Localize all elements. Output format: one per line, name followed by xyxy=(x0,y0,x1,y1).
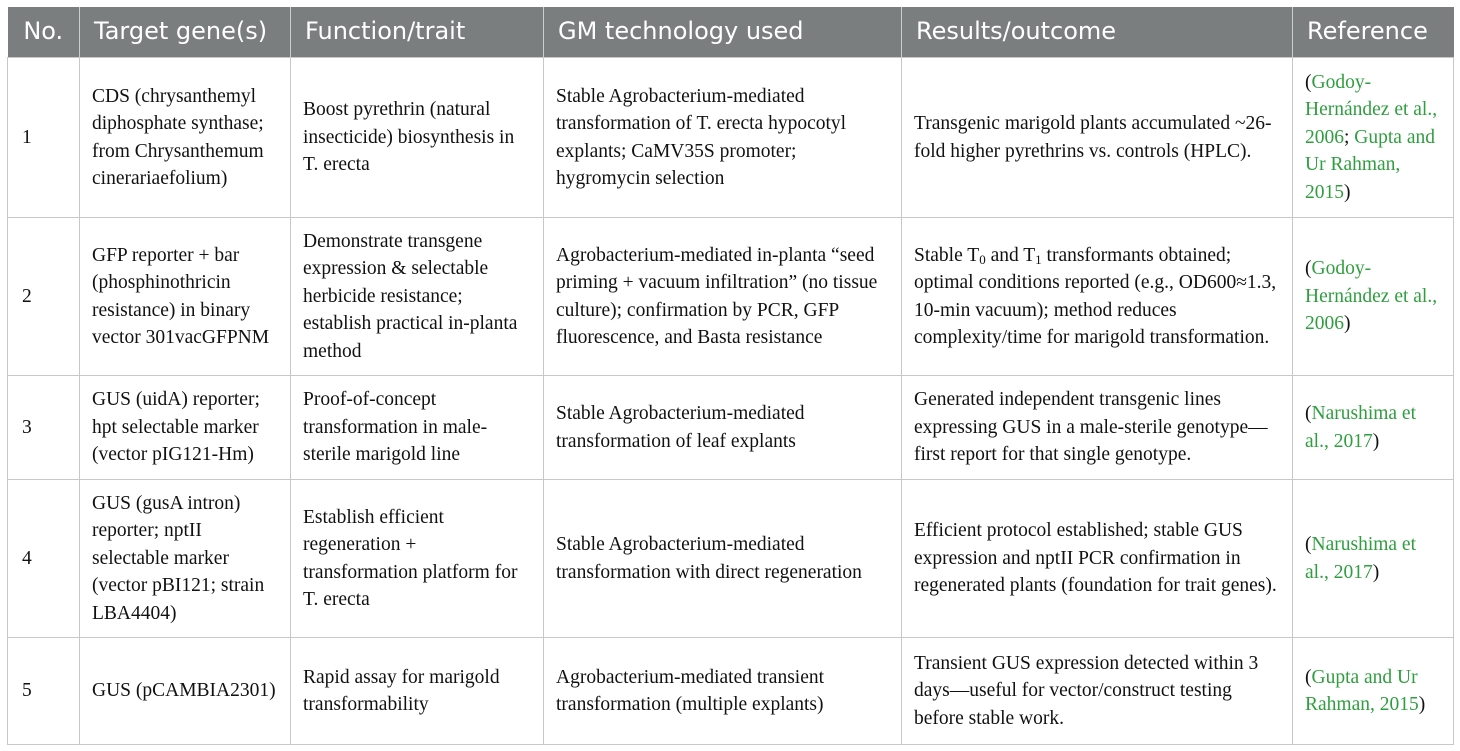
table-row xyxy=(8,638,1454,745)
ref-paren-close: ) xyxy=(1372,561,1380,583)
ref-paren-close: ) xyxy=(1372,430,1380,452)
ref-paren-close: ) xyxy=(1344,313,1351,335)
ref-paren-close: ) xyxy=(1344,181,1351,203)
ref-paren-open: ( xyxy=(1305,534,1312,555)
results-cell: Generated independent transgenic lines expressing GUS in a male-sterile genotype—first report for that single genotype. xyxy=(902,376,1293,480)
subscript: 0 xyxy=(979,251,986,267)
header-function-trait: Function/trait xyxy=(291,7,544,58)
target-gene-cell: GUS (gusA intron) reporter; nptII selectable marker (vector pBI121; strain LBA4404) xyxy=(80,480,291,638)
results-cell: Transgenic marigold plants accumulated ~26-fold higher pyrethrins vs. controls (HPLC). xyxy=(902,58,1293,218)
ref-paren-open: ( xyxy=(1305,258,1312,280)
header-row xyxy=(8,7,1454,58)
ref-paren-open: ( xyxy=(1305,666,1312,688)
results-cell: Efficient protocol established; stable GUS expression and nptII PCR confirmation in regenerated plants (foundation for trait genes). xyxy=(902,480,1293,638)
function-cell: Establish efficient regeneration + transformation platform for T. erecta xyxy=(291,480,544,638)
header-target-genes: Target gene(s) xyxy=(80,7,291,58)
reference-link[interactable]: Gupta and Ur Rahman, 2015 xyxy=(1305,666,1419,715)
ref-paren-open: ( xyxy=(1305,403,1312,424)
reference-link[interactable]: Narushima et al., 2017 xyxy=(1305,403,1417,452)
ref-paren-open: ( xyxy=(1305,71,1312,93)
reference-cell xyxy=(1293,376,1454,480)
function-cell: Proof-of-concept transformation in male-sterile marigold line xyxy=(291,376,544,480)
reference-link[interactable]: Godoy-Hernández et al., 2006 xyxy=(1305,71,1438,148)
row-number: 1 xyxy=(8,58,80,218)
results-text: and T xyxy=(985,244,1036,266)
technology-cell: Stable Agrobacterium-mediated transformation with direct regeneration xyxy=(544,480,902,638)
technology-cell: Stable Agrobacterium-mediated transformation of leaf explants xyxy=(544,376,902,480)
target-gene-cell: GFP reporter + bar (phosphinothricin resistance) in binary vector 301vacGFPNM xyxy=(80,218,291,376)
results-text: transformants obtained; optimal conditions reported (e.g., OD600≈1.3, 10-min vacuum); method reduces complexity/time for marigold transformation. xyxy=(914,244,1277,348)
reference-cell xyxy=(1293,218,1454,376)
gm-studies-table xyxy=(7,7,1454,745)
reference-link[interactable]: Gupta and Ur Rahman, 2015 xyxy=(1305,126,1435,203)
reference-cell xyxy=(1293,638,1454,745)
results-cell: Transient GUS expression detected within 3 days—useful for vector/construct testing before stable work. xyxy=(902,638,1293,745)
table-row xyxy=(8,376,1454,480)
target-gene-cell: GUS (uidA) reporter; hpt selectable marker (vector pIG121-Hm) xyxy=(80,376,291,480)
header-gm-technology: GM technology used xyxy=(544,7,902,58)
subscript: 1 xyxy=(1035,251,1042,267)
row-number: 2 xyxy=(8,218,80,376)
function-cell: Demonstrate transgene expression & selectable herbicide resistance; establish practical in-planta method xyxy=(291,218,544,376)
technology-cell: Stable Agrobacterium-mediated transformation of T. erecta hypocotyl explants; CaMV35S promoter; hygromycin selection xyxy=(544,58,902,218)
function-cell: Rapid assay for marigold transformability xyxy=(291,638,544,745)
reference-cell xyxy=(1293,480,1454,638)
header-results: Results/outcome xyxy=(902,7,1293,58)
reference-link[interactable]: Godoy-Hernández et al., 2006 xyxy=(1305,258,1438,335)
ref-separator: ; xyxy=(1344,126,1350,148)
target-gene-cell: GUS (pCAMBIA2301) xyxy=(80,638,291,745)
reference-cell xyxy=(1293,58,1454,218)
header-reference: Reference xyxy=(1293,7,1454,58)
row-number: 5 xyxy=(8,638,80,745)
technology-cell: Agrobacterium-mediated in-planta “seed priming + vacuum infiltration” (no tissue culture); confirmation by PCR, GFP fluorescence, and Basta resistance xyxy=(544,218,902,376)
results-cell xyxy=(902,218,1293,376)
row-number: 3 xyxy=(8,376,80,480)
header-no: No. xyxy=(8,7,80,58)
technology-cell: Agrobacterium-mediated transient transformation (multiple explants) xyxy=(544,638,902,745)
results-text: Stable T xyxy=(914,244,980,266)
table-row xyxy=(8,218,1454,376)
reference-link[interactable]: Narushima et al., 2017 xyxy=(1305,534,1417,583)
table-row xyxy=(8,58,1454,218)
ref-paren-close: ) xyxy=(1418,694,1426,715)
row-number: 4 xyxy=(8,480,80,638)
target-gene-cell: CDS (chrysanthemyl diphosphate synthase; from Chrysanthemum cinerariaefolium) xyxy=(80,58,291,218)
table-row xyxy=(8,480,1454,638)
function-cell: Boost pyrethrin (natural insecticide) biosynthesis in T. erecta xyxy=(291,58,544,218)
